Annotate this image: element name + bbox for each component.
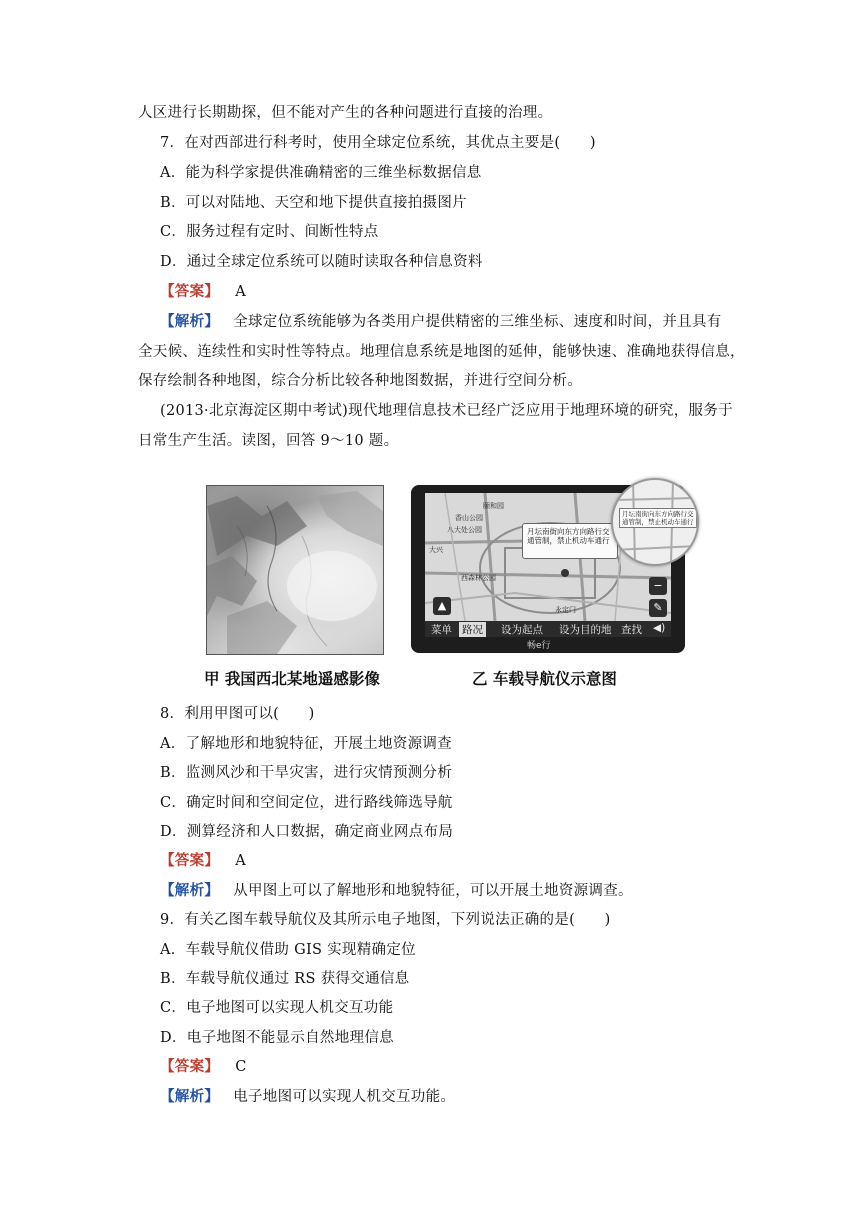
q7-option-c: C．服务过程有定时、间断性特点 (160, 224, 379, 240)
map-label: 八大处公园 (447, 526, 482, 534)
search-button[interactable]: 查找 (621, 624, 642, 636)
q9-option-d: D．电子地图不能显示自然地理信息 (160, 1030, 394, 1046)
map-label: 颐和园 (483, 502, 504, 510)
q9-option-b: B．车载导航仪通过 RS 获得交通信息 (160, 971, 410, 987)
q9-option-c: C．电子地图可以实现人机交互功能 (160, 1000, 394, 1016)
analysis-text: 全球定位系统能够为各类用户提供精密的三维坐标、速度和时间，并且具有 (233, 314, 722, 330)
answer-value: C (235, 1059, 247, 1075)
menu-button[interactable]: 菜单 (431, 624, 452, 636)
up-arrow-icon[interactable]: ▲ (433, 597, 451, 615)
pin-icon[interactable]: ✎ (649, 599, 667, 617)
answer-value: A (235, 284, 246, 300)
q7-analysis-line-2: 全天候、连续性和实时性等特点。地理信息系统是地图的延伸，能够快速、准确地获得信息， (138, 344, 745, 360)
set-start-button[interactable]: 设为起点 (501, 624, 543, 636)
map-label: 大兴 (429, 546, 443, 554)
zoom-out-icon[interactable]: − (649, 577, 667, 595)
remote-sensing-image (206, 485, 384, 655)
q8-option-a: A．了解地形和地貌特征，开展土地资源调查 (160, 736, 452, 752)
traffic-alert-popup: 月坛南街向东方向路行交通管制，禁止机动车通行 (522, 523, 618, 559)
q8-answer (160, 852, 246, 870)
q7-stem: 7．在对西部进行科考时，使用全球定位系统，其优点主要是( ) (160, 135, 596, 151)
terrain-texture-icon (207, 486, 383, 654)
answer-value: A (235, 853, 246, 869)
q7-analysis-line-3: 保存绘制各种地图，综合分析比较各种地图数据，并进行空间分析。 (138, 373, 582, 389)
analysis-text: 从甲图上可以了解地形和地貌特征，可以开展土地资源调查。 (233, 883, 633, 899)
q8-stem: 8．利用甲图可以( ) (160, 706, 315, 722)
q9-analysis (160, 1088, 455, 1106)
navigation-toolbar (425, 621, 671, 637)
analysis-tag: 【解析】 (160, 883, 220, 899)
q9-stem: 9．有关乙图车载导航仪及其所示电子地图，下列说法正确的是( ) (160, 912, 611, 928)
traffic-button[interactable]: 路况 (459, 622, 486, 637)
magnifier-inset (611, 478, 699, 566)
map-label: 香山公园 (455, 514, 483, 522)
q9-answer (160, 1058, 247, 1076)
analysis-tag: 【解析】 (160, 314, 220, 330)
speaker-icon[interactable]: ◀) (653, 622, 666, 634)
figure-caption-right: 乙 车载导航仪示意图 (472, 670, 617, 688)
answer-tag: 【答案】 (160, 1059, 220, 1075)
map-label: 西森林公园 (461, 574, 496, 582)
q8-analysis (160, 882, 633, 900)
q7-answer (160, 283, 246, 301)
magnified-alert-text: 月坛南街向东方向路行交通管制，禁止机动车通行 (619, 508, 697, 528)
q7-option-a: A．能为科学家提供准确精密的三维坐标数据信息 (160, 165, 482, 181)
set-destination-button[interactable]: 设为目的地 (559, 624, 612, 636)
answer-tag: 【答案】 (160, 853, 220, 869)
q8-option-d: D．测算经济和人口数据，确定商业网点布局 (160, 824, 454, 840)
answer-tag: 【答案】 (160, 284, 220, 300)
q8-option-b: B．监测风沙和干旱灾害，进行灾情预测分析 (160, 765, 453, 781)
q8-option-c: C．确定时间和空间定位，进行路线筛选导航 (160, 795, 453, 811)
context-line-1: (2013·北京海淀区期中考试)现代地理信息技术已经广泛应用于地理环境的研究，服务于 (160, 403, 733, 419)
q9-option-a: A．车载导航仪借助 GIS 实现精确定位 (160, 942, 416, 958)
brand-logo: 畅e行 (527, 641, 551, 651)
q7-option-b: B．可以对陆地、天空和地下提供直接拍摄图片 (160, 195, 467, 211)
intro-line: 人区进行长期勘探，但不能对产生的各种问题进行直接的治理。 (138, 105, 553, 121)
figure-caption-left: 甲 我国西北某地遥感影像 (204, 670, 380, 688)
q7-analysis-line-1 (160, 313, 722, 331)
analysis-tag: 【解析】 (160, 1089, 220, 1105)
map-label: 永定门 (555, 606, 576, 614)
context-line-2: 日常生产生活。读图，回答 9～10 题。 (138, 433, 399, 449)
q7-option-d: D．通过全球定位系统可以随时读取各种信息资料 (160, 254, 483, 270)
analysis-text: 电子地图可以实现人机交互功能。 (233, 1089, 456, 1105)
